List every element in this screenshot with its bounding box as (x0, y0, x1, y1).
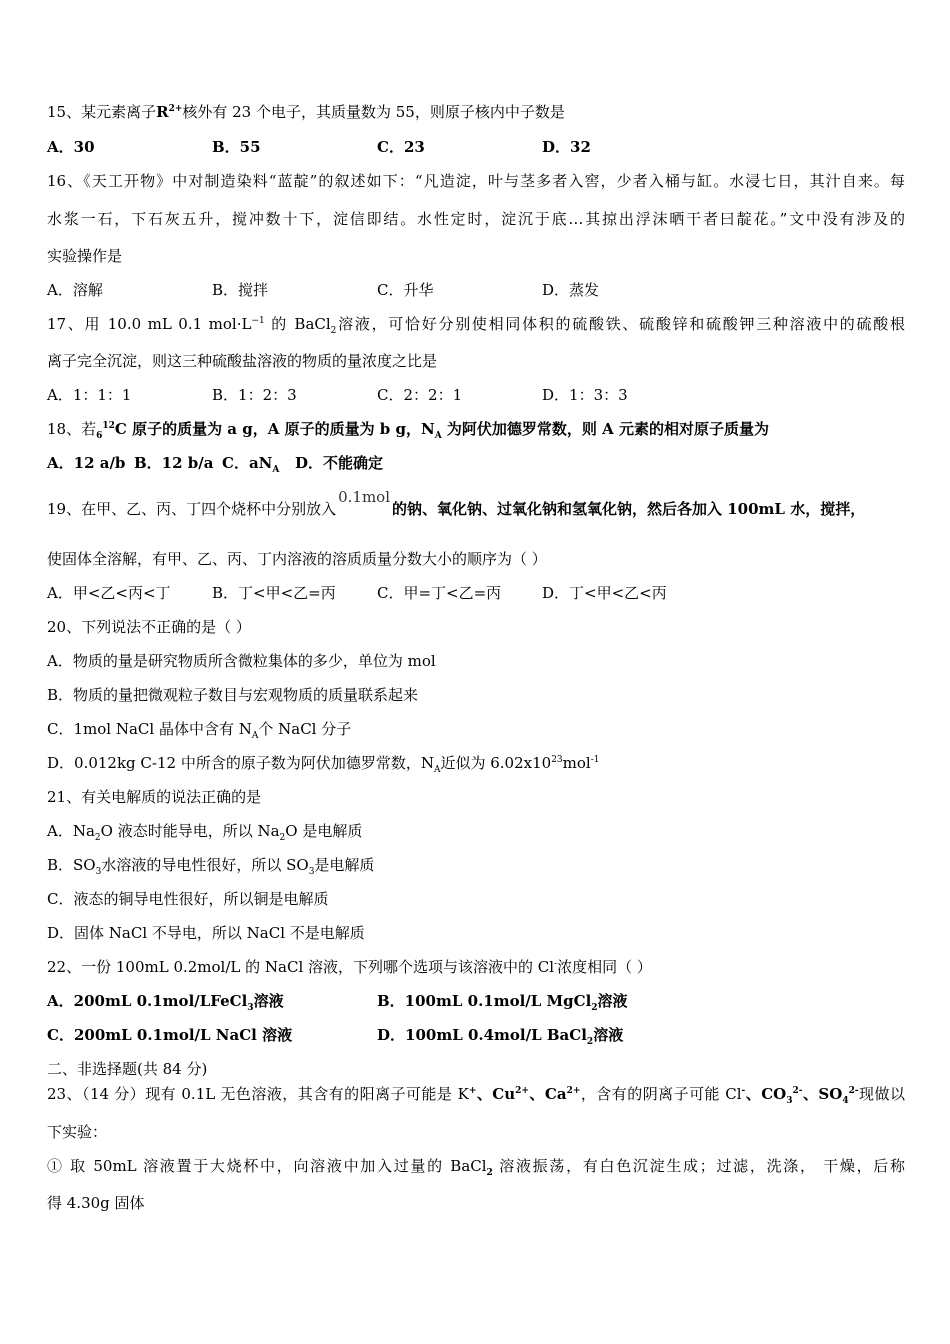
q22-option-a (47, 991, 284, 1011)
q22-option-d-a: D．100mL 0.4mol/L BaCl (377, 1026, 587, 1044)
q23-step1-a: ① 取 50mL 溶液置于大烧杯中，向溶液中加入过量的 BaCl (47, 1157, 487, 1175)
q23-step1-sub: 2 (486, 1168, 493, 1178)
q23-cu-charge: 2+ (515, 1086, 529, 1096)
q17-option-d: D．1：3：3 (542, 386, 628, 404)
q23-step1-b: 溶液振荡，有白色沉淀生成；过滤，洗涤， 干燥，后称 (492, 1157, 905, 1175)
q18-option-b: B．12 b/a (134, 454, 214, 472)
q16-option-b: B．搅拌 (212, 281, 269, 299)
q16-option-c: C．升华 (377, 281, 434, 299)
q23-line2: 下实验： (47, 1123, 108, 1141)
q22-options-row1 (47, 991, 907, 1011)
q21-option-a-sub1: 2 (94, 833, 101, 843)
q21-option-b-a: B．SO (47, 856, 96, 874)
q17-line2: 离子完全沉淀，则这三种硫酸盐溶液的物质的量浓度之比是 (47, 352, 438, 370)
q21-option-a (47, 821, 362, 841)
q20-option-c-b: 个 NaCl 分子 (258, 720, 352, 738)
q22-option-d-sub: 2 (586, 1037, 594, 1047)
q22-option-a-a: A．200mL 0.1mol/LFeCl (47, 992, 248, 1010)
q17-line1-a: 17、用 10.0 mL 0.1 mol·L (47, 315, 252, 333)
q23-co-charge: 2- (792, 1086, 803, 1096)
q16-option-d: D．蒸发 (542, 281, 600, 299)
q15-option-c: C．23 (377, 138, 425, 156)
q18-isotope-atomic-number: 6 (96, 431, 103, 441)
q23-step1-line2: 得 4.30g 固体 (47, 1194, 145, 1212)
q20-stem: 20、下列说法不正确的是（ ） (47, 618, 251, 636)
q20-option-d-b: 近似为 6.02x10 (440, 754, 552, 772)
q16-line2: 水浆一石，下石灰五升，搅冲数十下，淀信即结。水性定时，淀沉于底…其掠出浮沫晒干者曰靛花。”文中没有涉及的 (47, 210, 905, 228)
q18-na-subscript: A (434, 431, 442, 441)
q22-chloride-charge: - (554, 959, 558, 969)
q21-option-b-sub2: 3 (308, 867, 315, 877)
q20-option-b: B．物质的量把微观粒子数目与宏观物质的质量联系起来 (47, 686, 419, 704)
q15-ion-charge: 2+ (168, 104, 183, 114)
q22-option-b-a: B．100mL 0.1mol/L MgCl (377, 992, 592, 1010)
section2-heading: 二、非选择题(共 84 分) (47, 1060, 208, 1078)
q17-line1 (47, 314, 905, 334)
q22-option-c: C．200mL 0.1mol/L NaCl 溶液 (47, 1026, 293, 1044)
q23-step1 (47, 1156, 905, 1176)
q23-so-subscript: 4 (842, 1096, 849, 1106)
q15-option-a: A．30 (47, 138, 95, 156)
q15-option-b: B．55 (212, 138, 261, 156)
q18-option-d: D．不能确定 (295, 454, 384, 472)
q15-stem-a: 15、某元素离子 (47, 103, 157, 121)
q17-option-b: B．1：2：3 (212, 386, 297, 404)
q22-option-d-b: 溶液 (593, 1026, 624, 1044)
q18-stem-b: 为阿伏加德罗常数，则 A 元素的相对原子质量为 (441, 420, 770, 438)
q18-option-c-text: C．aN (222, 454, 273, 472)
q21-stem: 21、有关电解质的说法正确的是 (47, 788, 262, 806)
q23-stem-b: ，含有的阴离子可能 Cl (580, 1085, 742, 1103)
q22-option-a-b: 溶液 (253, 992, 284, 1010)
q17-bacl2-subscript: 2 (330, 326, 337, 336)
q23-sep1: 、Cu (476, 1085, 516, 1103)
q18-options (47, 453, 907, 473)
q23-stem-a: 23、（14 分）现有 0.1L 无色溶液，其含有的阳离子可能是 K (47, 1085, 469, 1103)
q19-option-c: C．甲=丁<乙=丙 (377, 584, 502, 602)
q19-option-b: B．丁<甲<乙=丙 (212, 584, 336, 602)
q20-option-c-a: C．1mol NaCl 晶体中含有 N (47, 720, 252, 738)
q19-amount: 0.1mol (338, 488, 391, 506)
q20-option-d (47, 753, 599, 773)
q20-option-d-subscript: A (433, 765, 441, 775)
q20-option-c (47, 719, 351, 739)
q22-option-b-b: 溶液 (597, 992, 628, 1010)
q18-stem (47, 419, 769, 439)
q16-options (47, 280, 907, 300)
q15-stem (47, 102, 565, 122)
q23-co-subscript: 3 (786, 1096, 793, 1106)
q17-unit-exponent: −1 (251, 316, 265, 326)
q20-option-d-exponent: 23 (551, 755, 563, 765)
q23-ca-charge: 2+ (566, 1086, 581, 1096)
q20-option-a: A．物质的量是研究物质所含微粒集体的多少，单位为 mol (47, 652, 436, 670)
q21-option-a-a: A．Na (47, 822, 95, 840)
q22-option-a-sub: 3 (247, 1003, 254, 1013)
q17-option-c: C．2：2：1 (377, 386, 463, 404)
q18-isotope-element: C (114, 420, 127, 438)
q22-options-row2 (47, 1025, 907, 1045)
q19-line1 (47, 488, 866, 519)
q15-stem-b: 核外有 23 个电子，其质量数为 55，则原子核内中子数是 (182, 103, 565, 121)
q16-line3: 实验操作是 (47, 247, 123, 265)
q21-option-b-b: 水溶液的导电性很好，所以 SO (101, 856, 309, 874)
q19-stem-a: 19、在甲、乙、丙、丁四个烧杯中分别放入 (47, 500, 337, 518)
q20-option-c-subscript: A (251, 731, 259, 741)
q18-isotope-mass-number: 12 (102, 421, 115, 431)
q23-sep4: 、SO (802, 1085, 843, 1103)
q19-option-d: D．丁<甲<乙<丙 (542, 584, 667, 602)
q20-option-d-a: D．0.012kg C-12 中所含的原子数为阿伏加德罗常数，N (47, 754, 434, 772)
q21-option-b-c: 是电解质 (314, 856, 375, 874)
q21-option-a-c: O 是电解质 (285, 822, 363, 840)
q15-options (47, 137, 907, 157)
q23-so-charge: 2- (848, 1086, 859, 1096)
q17-line1-c: 溶液，可恰好分别使相同体积的硫酸铁、硫酸锌和硫酸钾三种溶液中的硫酸根 (336, 315, 905, 333)
q18-option-c-subscript: A (272, 465, 280, 475)
q17-line1-b: 的 BaCl (264, 315, 331, 333)
q20-option-d-unit-exponent: -1 (590, 755, 600, 765)
q23-line1 (47, 1084, 905, 1104)
q19-stem-b: 的钠、氧化钠、过氧化钠和氢氧化钠，然后各加入 100mL 水，搅拌， (392, 500, 866, 518)
q22-option-b (377, 991, 628, 1011)
q17-options (47, 385, 907, 405)
q19-option-a: A．甲<乙<丙<丁 (47, 584, 171, 602)
q23-k-charge: + (468, 1086, 477, 1096)
q16-option-a: A．溶解 (47, 281, 103, 299)
q15-ion: R (156, 103, 169, 121)
q16-line1: 16、《天工开物》中对制造染料“蓝靛”的叙述如下：“凡造淀，叶与茎多者入窖，少者入桶与缸。水浸七日，其汁自来。每 (47, 172, 905, 190)
q21-option-c: C．液态的铜导电性很好，所以铜是电解质 (47, 890, 329, 908)
q22-option-b-sub: 2 (591, 1003, 598, 1013)
q22-stem-a: 22、一份 100mL 0.2mol/L 的 NaCl 溶液，下列哪个选项与该溶液中的 Cl (47, 958, 555, 976)
q22-stem (47, 957, 652, 977)
q21-option-b-sub1: 3 (95, 867, 102, 877)
q23-cl-charge: - (741, 1086, 746, 1096)
q18-option-c (222, 453, 279, 473)
q22-option-d (377, 1025, 623, 1045)
q18-option-a: A．12 a/b (47, 454, 126, 472)
q23-sep3: 、CO (745, 1085, 787, 1103)
q20-option-d-c: mol (562, 754, 591, 772)
q21-option-b (47, 855, 374, 875)
q21-option-a-sub2: 2 (279, 833, 286, 843)
q22-stem-b: 浓度相同（ ） (557, 958, 652, 976)
q17-option-a: A．1：1：1 (47, 386, 132, 404)
q19-line2: 使固体全溶解，有甲、乙、丙、丁内溶液的溶质质量分数大小的顺序为（ ） (47, 550, 547, 568)
q23-stem-c: 现做以 (858, 1085, 905, 1103)
q21-option-d: D．固体 NaCl 不导电，所以 NaCl 不是电解质 (47, 924, 365, 942)
q18-prefix: 18、若 (47, 420, 97, 438)
q19-options (47, 583, 907, 603)
q18-stem-a: 原子的质量为 a g，A 原子的质量为 b g，N (126, 420, 435, 438)
q23-sep2: 、Ca (528, 1085, 567, 1103)
q21-option-a-b: O 液态时能导电，所以 Na (100, 822, 280, 840)
q15-option-d: D．32 (542, 138, 591, 156)
